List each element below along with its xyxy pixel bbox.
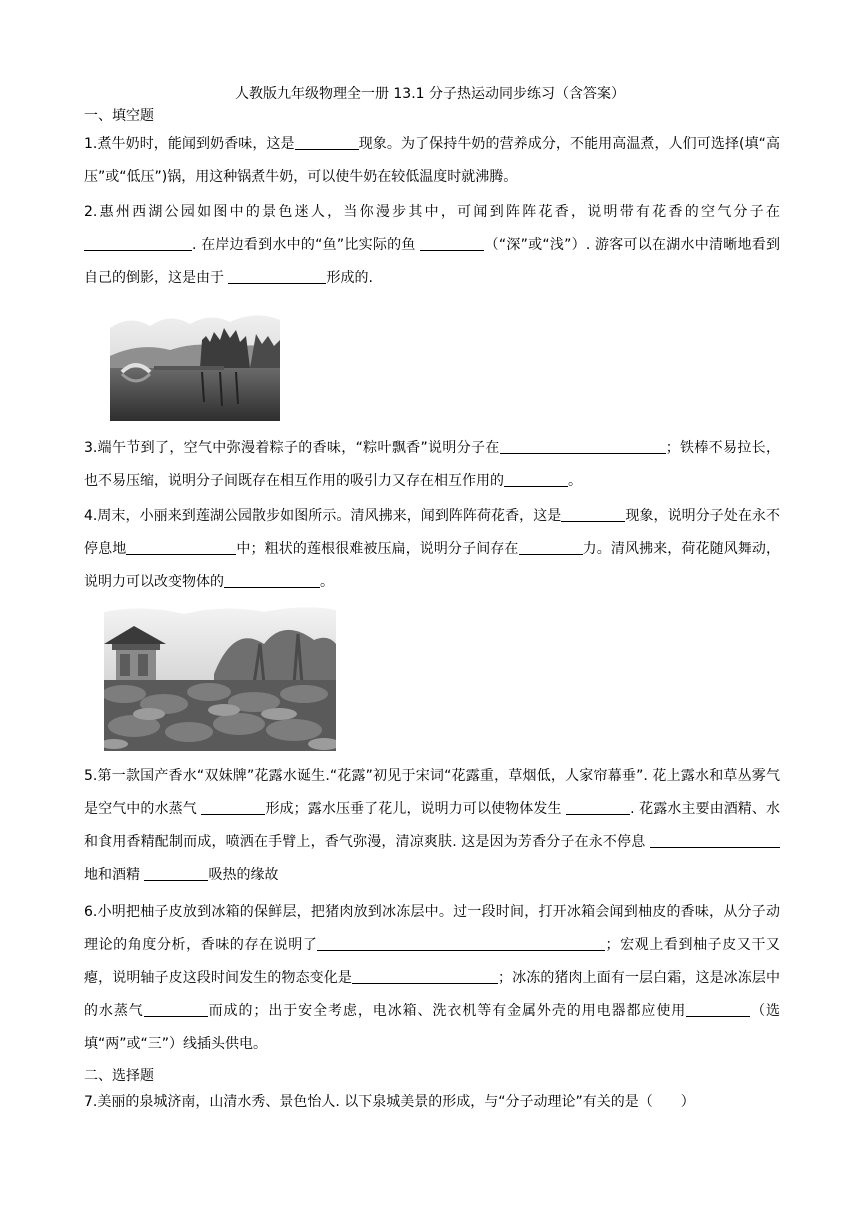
question-2-text-d: 形成的.: [326, 270, 373, 286]
question-3: [84, 432, 780, 498]
question-7-text: 7.美丽的泉城济南，山清水秀、景色怡人. 以下泉城美景的形成，与“分子动理论”有关的是（ ）: [84, 1094, 695, 1110]
question-6: [84, 896, 780, 1061]
answer-blank: [500, 439, 666, 454]
answer-blank: [561, 507, 625, 522]
question-7: [84, 1086, 780, 1119]
question-1: [84, 128, 780, 194]
answer-blank: [126, 540, 236, 555]
answer-blank: [295, 135, 359, 150]
answer-blank: [566, 800, 630, 815]
lotus-pond-photo: [104, 604, 336, 751]
answer-blank: [420, 236, 484, 251]
answer-blank: [650, 833, 780, 848]
answer-blank: [317, 936, 605, 951]
section-heading-fill-blank: 一、填空题: [84, 108, 154, 124]
answer-blank: [504, 472, 568, 487]
answer-blank: [201, 800, 265, 815]
question-4-text-c: 中；粗状的莲根很难被压扁，说明分子间存在: [236, 541, 519, 557]
answer-blank: [224, 573, 320, 588]
question-2-text-a: 2.惠州西湖公园如图中的景色迷人，当你漫步其中，可闻到阵阵花香，说明带有花香的空气分子在: [84, 204, 780, 220]
question-6-text-a: 6.小明把柚子皮放到冰箱的保鲜层，把猪肉放到冰冻层中。过一段时间，打开冰箱会闻到柚皮的香味，从分子动理论的角度分析，香味的存在说明了: [84, 904, 780, 953]
question-4-text-e: 。: [320, 574, 334, 590]
answer-blank: [352, 969, 498, 984]
question-2-text-b: . 在岸边看到水中的“鱼”比实际的鱼: [192, 237, 421, 253]
question-4-text-d: 力。清风拂来，荷花随风舞动，说明力可以改变物体的: [84, 541, 781, 590]
answer-blank: [519, 540, 583, 555]
question-1-text-a: 1.煮牛奶时，能闻到奶香味，这是: [84, 136, 295, 152]
question-5-text-d: 地和酒精: [84, 867, 145, 883]
question-3-text-a: 3.端午节到了，空气中弥漫着粽子的香味，“粽叶飘香”说明分子在: [84, 440, 500, 456]
question-3-text-c: 。: [568, 473, 582, 489]
question-5-text-e: 吸热的缘故: [208, 867, 279, 883]
question-4-text-a: 4.周末，小丽来到莲湖公园散步如图所示。清风拂来，闻到阵阵荷花香，这是: [84, 508, 562, 524]
question-5-text-c: . 花露水主要由酒精、水和食用香精配制而成，喷洒在手臂上，香气弥漫，清凉爽肤. 这是因为芳香分子在永不停息: [84, 801, 781, 850]
question-4-text-b: 现象，说明分子处在永不停息地: [84, 508, 781, 557]
question-2-text-c: （“深”或“浅”）. 游客可以在湖水中清晰地看到自己的倒影，这是由于: [84, 237, 780, 286]
answer-blank: [686, 1002, 750, 1017]
question-6-text-b: ；宏观上看到柚子皮又干又瘪，说明轴子皮这段时间发生的物态变化是: [84, 937, 781, 986]
question-5-text-a: 5.第一款国产香水“双妹牌”花露水诞生.“花露”初见于宋词“花露重，草烟低，人家帘幕垂”. 花上露水和草丛雾气是空气中的水蒸气: [84, 768, 780, 817]
question-6-text-d: 而成的；出于安全考虑，电冰箱、洗衣机等有金属外壳的用电器都应使用: [207, 1003, 687, 1019]
document-title: 人教版九年级物理全一册 13.1 分子热运动同步练习（含答案）: [234, 86, 626, 102]
question-3-text-b: ；铁棒不易拉长，也不易压缩，说明分子间既存在相互作用的吸引力又存在相互作用的: [84, 440, 780, 489]
answer-blank: [144, 1002, 208, 1017]
question-2: [84, 196, 780, 295]
question-6-text-c: ；冰冻的猪肉上面有一层白霜，这是冰冻层中的水蒸气: [84, 970, 780, 1019]
answer-blank: [228, 269, 326, 284]
answer-blank: [84, 236, 192, 251]
lake-bridge-photo: [110, 306, 280, 421]
question-5-text-b: 形成；露水压垂了花儿，说明力可以使物体发生: [265, 801, 567, 817]
question-1-text-b: 现象。为了保持牛奶的营养成分，不能用高温煮，人们可选择(填“高压”或“低压”)锅，用这种锅煮牛奶，可以使牛奶在较低温度时就沸腾。: [84, 136, 780, 185]
section-heading-multiple-choice: 二、选择题: [84, 1068, 154, 1084]
question-5: [84, 760, 780, 892]
question-6-text-e: （选填“两”或“三”）线插头供电。: [84, 1003, 781, 1052]
question-4: [84, 500, 780, 599]
answer-blank: [144, 866, 208, 881]
